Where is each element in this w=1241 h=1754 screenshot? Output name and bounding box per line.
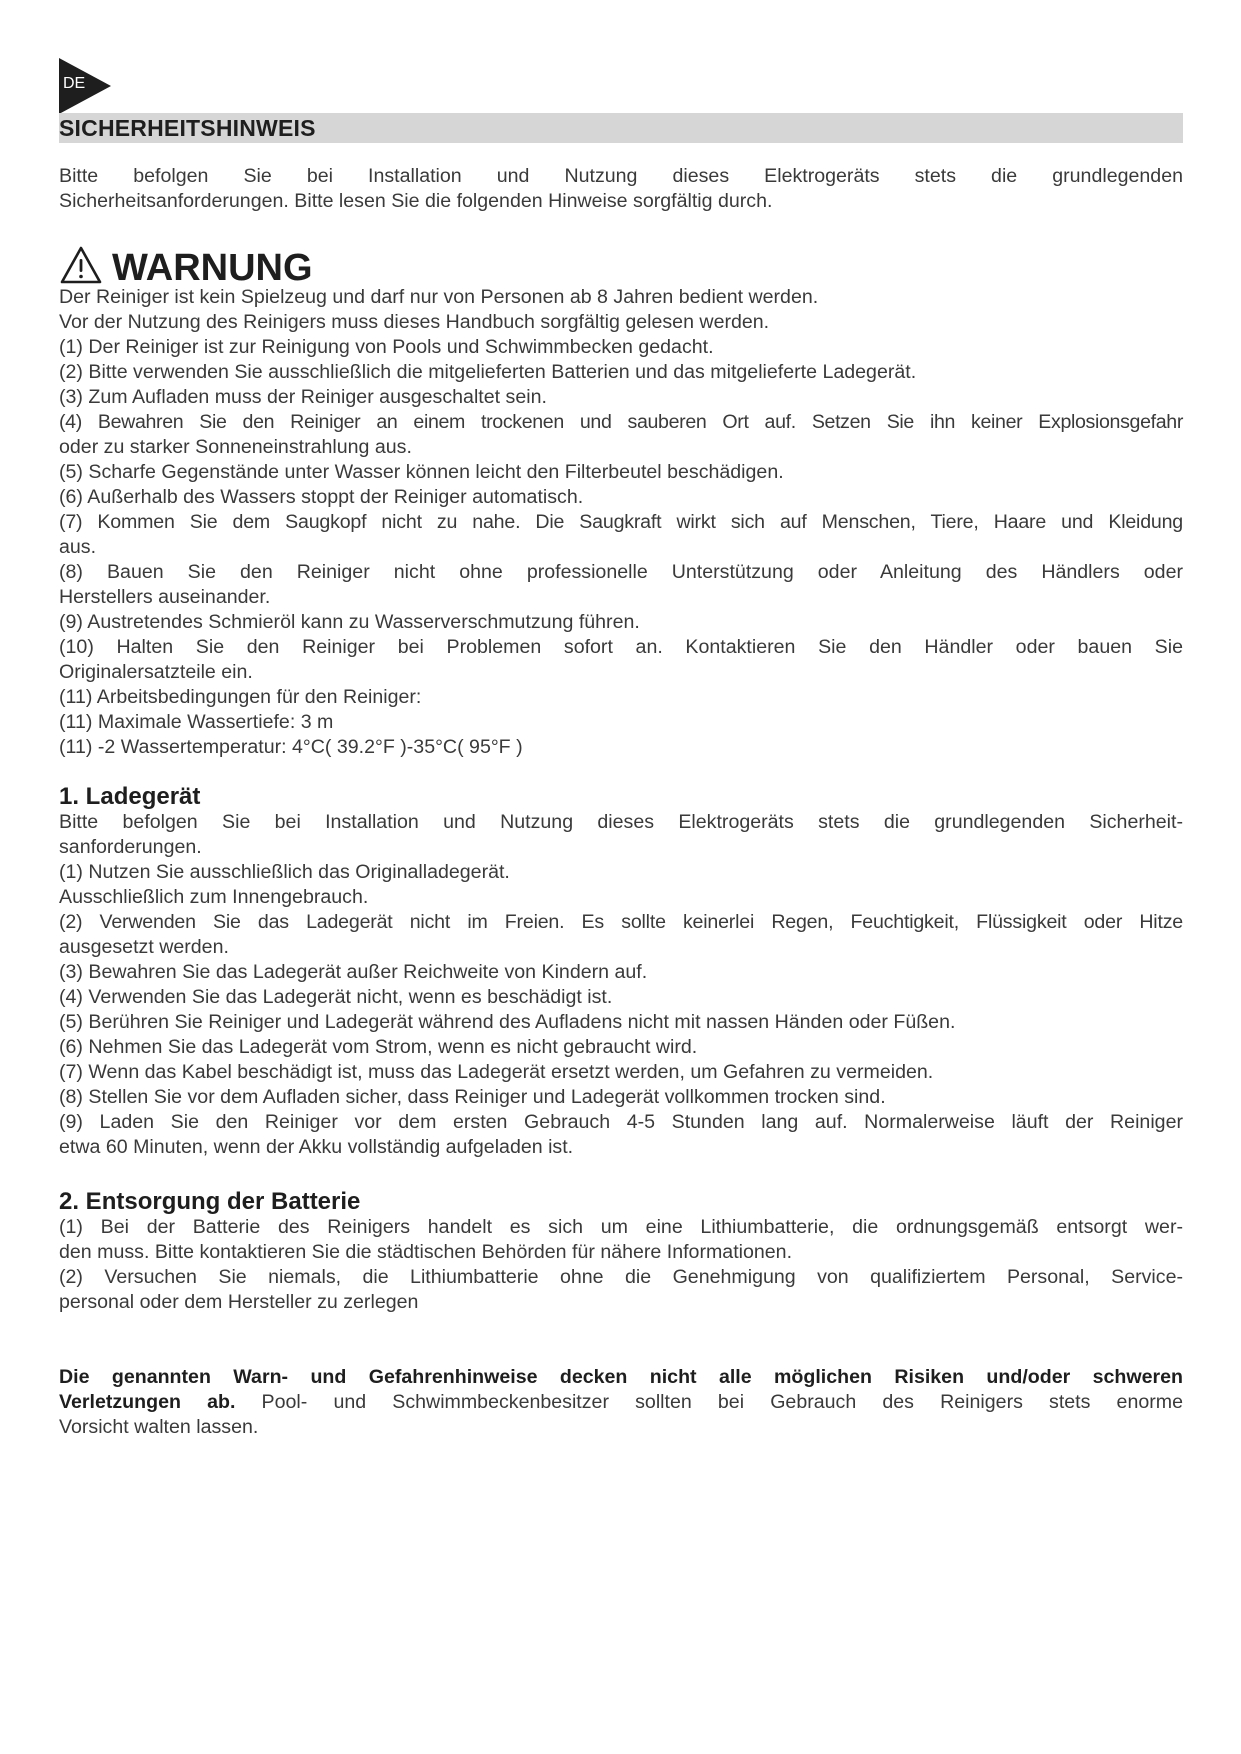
charger-line: (6) Nehmen Sie das Ladegerät vom Strom, wenn es nicht gebraucht wird. — [59, 1036, 698, 1058]
language-tag-label: DE — [63, 75, 86, 92]
warning-line: (3) Zum Aufladen muss der Reiniger ausgeschaltet sein. — [59, 386, 547, 408]
intro-line: Bitte befolgen Sie bei Installation und Nutzung dieses Elektrogeräts stets die grundlegenden — [59, 165, 1183, 187]
charger-line: (4) Verwenden Sie das Ladegerät nicht, wenn es beschädigt ist. — [59, 986, 613, 1008]
charger-line: (1) Nutzen Sie ausschließlich das Originalladegerät. — [59, 861, 510, 883]
closing-bold-fragment: Verletzungen ab. — [59, 1391, 236, 1413]
closing-line — [59, 1390, 1183, 1415]
warning-line: (4) Bewahren Sie den Reiniger an einem trockenen und sauberen Ort auf. Setzen Sie ihn keiner Explosionsgefahr — [59, 411, 1183, 433]
battery-heading: 2. Entsorgung der Batterie — [59, 1188, 361, 1215]
charger-line: etwa 60 Minuten, wenn der Akku vollständig aufgeladen ist. — [59, 1136, 574, 1158]
battery-line: (2) Versuchen Sie niemals, die Lithiumbatterie ohne die Genehmigung von qualifiziertem Personal, Service- — [59, 1266, 1183, 1288]
warning-line: (9) Austretendes Schmieröl kann zu Wasserverschmutzung führen. — [59, 611, 640, 633]
warning-line: (5) Scharfe Gegenstände unter Wasser können leicht den Filterbeutel beschädigen. — [59, 461, 784, 483]
section-title: SICHERHEITSHINWEIS — [59, 115, 316, 141]
warning-line: Vor der Nutzung des Reinigers muss dieses Handbuch sorgfältig gelesen werden. — [59, 311, 770, 333]
closing-line-rest: Pool- und Schwimmbeckenbesitzer sollten bei Gebrauch des Reinigers stets enorme — [235, 1391, 1183, 1413]
charger-line: ausgesetzt werden. — [59, 936, 229, 958]
warning-line: (11) Maximale Wassertiefe: 3 m — [59, 711, 334, 733]
charger-line: Ausschließlich zum Innengebrauch. — [59, 886, 369, 908]
warning-line: (10) Halten Sie den Reiniger bei Problemen sofort an. Kontaktieren Sie den Händler oder bauen Sie — [59, 636, 1183, 658]
closing-note — [59, 1365, 1183, 1440]
intro-paragraph — [59, 164, 1183, 214]
warning-line: (6) Außerhalb des Wassers stoppt der Reiniger automatisch. — [59, 486, 584, 508]
warning-triangle-icon — [59, 245, 103, 285]
charger-line: (2) Verwenden Sie das Ladegerät nicht im Freien. Es sollte keinerlei Regen, Feuchtigkeit, Flüssigkeit oder Hitze — [59, 911, 1183, 933]
closing-bold-line: Die genannten Warn- und Gefahrenhinweise decken nicht alle möglichen Risiken und/oder schweren — [59, 1366, 1183, 1388]
warning-list — [59, 285, 1183, 760]
warning-line: Der Reiniger ist kein Spielzeug und darf nur von Personen ab 8 Jahren bedient werden. — [59, 286, 819, 308]
charger-heading: 1. Ladegerät — [59, 783, 201, 810]
warning-line: Herstellers auseinander. — [59, 586, 271, 608]
battery-line: (1) Bei der Batterie des Reinigers handelt es sich um eine Lithiumbatterie, die ordnungsgemäß entsorgt wer- — [59, 1216, 1183, 1238]
battery-line: personal oder dem Hersteller zu zerlegen — [59, 1291, 419, 1313]
warning-line: (2) Bitte verwenden Sie ausschließlich die mitgelieferten Batterien und das mitgelieferte Ladegerät. — [59, 361, 917, 383]
warning-line: (7) Kommen Sie dem Saugkopf nicht zu nahe. Die Saugkraft wirkt sich auf Menschen, Tiere, Haare und Kleidung — [59, 511, 1183, 533]
charger-list — [59, 810, 1183, 1160]
charger-line: (9) Laden Sie den Reiniger vor dem ersten Gebrauch 4-5 Stunden lang auf. Normalerweise läuft der Reiniger — [59, 1111, 1183, 1133]
charger-line: Bitte befolgen Sie bei Installation und Nutzung dieses Elektrogeräts stets die grundlegenden Sicherheit- — [59, 811, 1183, 833]
language-tag — [59, 58, 115, 114]
warning-line: (11) -2 Wassertemperatur: 4°C( 39.2°F )-35°C( 95°F ) — [59, 736, 523, 758]
charger-line: (8) Stellen Sie vor dem Aufladen sicher, dass Reiniger und Ladegerät vollkommen trocken sind. — [59, 1086, 886, 1108]
intro-line: Sicherheitsanforderungen. Bitte lesen Sie die folgenden Hinweise sorgfältig durch. — [59, 190, 773, 212]
warning-line: (11) Arbeitsbedingungen für den Reiniger: — [59, 686, 422, 708]
warning-line: aus. — [59, 536, 97, 558]
charger-line: (5) Berühren Sie Reiniger und Ladegerät während des Aufladens nicht mit nassen Händen oder Füßen. — [59, 1011, 956, 1033]
warning-line: oder zu starker Sonneneinstrahlung aus. — [59, 436, 412, 458]
closing-line: Vorsicht walten lassen. — [59, 1416, 259, 1438]
battery-line: den muss. Bitte kontaktieren Sie die städtischen Behörden für nähere Informationen. — [59, 1241, 793, 1263]
battery-list — [59, 1215, 1183, 1315]
warning-line: (1) Der Reiniger ist zur Reinigung von Pools und Schwimmbecken gedacht. — [59, 336, 714, 358]
charger-line: sanforderungen. — [59, 836, 202, 858]
charger-line: (7) Wenn das Kabel beschädigt ist, muss das Ladegerät ersetzt werden, um Gefahren zu vermeiden. — [59, 1061, 934, 1083]
warning-line: (8) Bauen Sie den Reiniger nicht ohne professionelle Unterstützung oder Anleitung des Händlers oder — [59, 561, 1183, 583]
warning-line: Originalersatzteile ein. — [59, 661, 253, 683]
warning-title: WARNUNG — [112, 247, 313, 289]
charger-line: (3) Bewahren Sie das Ladegerät außer Reichweite von Kindern auf. — [59, 961, 648, 983]
section-title-bar — [59, 113, 1183, 143]
